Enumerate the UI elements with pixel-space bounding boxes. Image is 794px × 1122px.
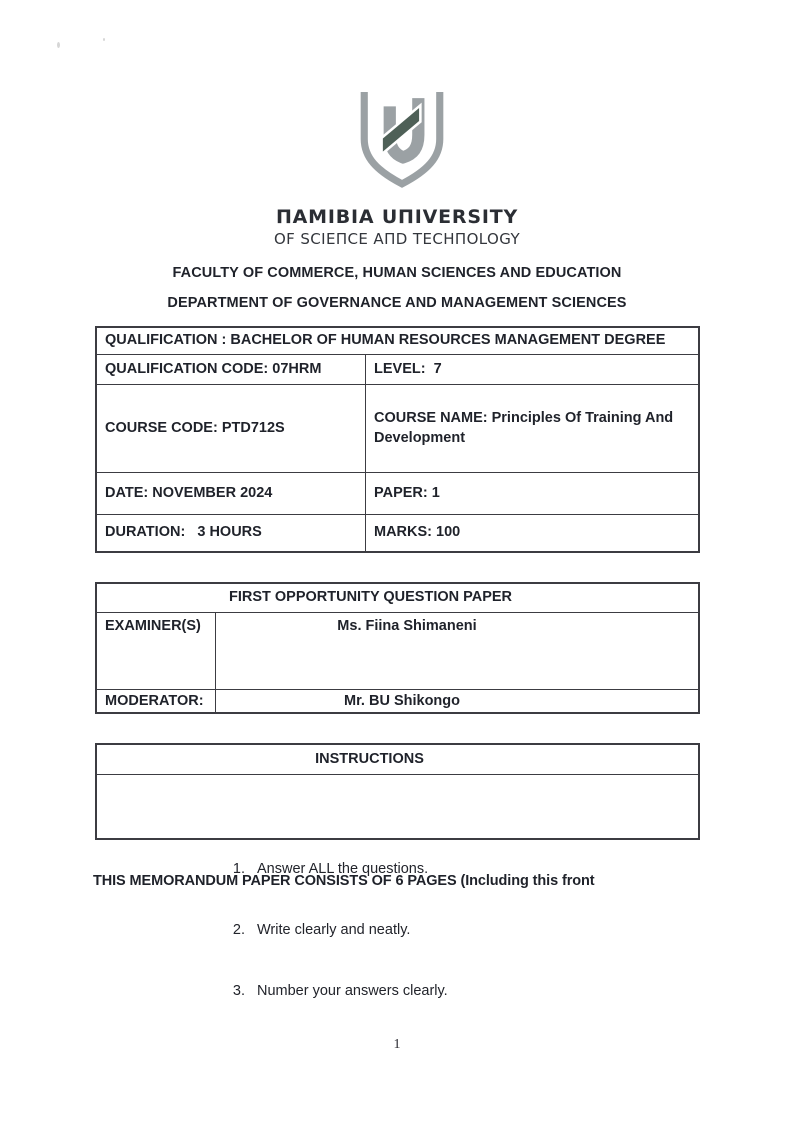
qualification-cell: QUALIFICATION : BACHELOR OF HUMAN RESOURCES MANAGEMENT DEGREE bbox=[105, 332, 666, 349]
level-cell: LEVEL: 7 bbox=[365, 354, 698, 384]
course-name-cell bbox=[365, 384, 698, 472]
scan-speck bbox=[103, 38, 105, 41]
memo-page-count-note: THIS MEMORANDUM PAPER CONSISTS OF 6 PAGES (Including this front bbox=[93, 873, 595, 889]
instruction-item: 1. Answer ALL the questions. bbox=[249, 859, 698, 881]
course-info-table bbox=[95, 326, 700, 553]
page-number: 1 bbox=[393, 1037, 401, 1052]
exam-paper-table bbox=[95, 582, 700, 714]
marks-cell: MARKS: 100 bbox=[365, 514, 698, 551]
instructions-body bbox=[97, 774, 698, 1080]
course-name-line1: COURSE NAME: Principles Of Training And bbox=[374, 409, 674, 426]
course-name-line2: Development bbox=[374, 429, 466, 446]
university-wordmark: ΠAMIBIA UΠIVERSITY bbox=[275, 206, 519, 228]
examiner-label: EXAMINER(S) bbox=[97, 612, 215, 689]
instruction-item: 3. Number your answers clearly. bbox=[249, 981, 698, 1003]
examiner-name: Ms. Fiina Shimaneni bbox=[215, 612, 698, 689]
instructions-title: INSTRUCTIONS bbox=[315, 750, 424, 767]
instruction-item: 2. Write clearly and neatly. bbox=[249, 920, 698, 942]
moderator-name: Mr. BU Shikongo bbox=[215, 689, 698, 714]
qualification-code-cell: QUALIFICATION CODE: 07HRM bbox=[97, 354, 365, 384]
exam-paper-title: FIRST OPPORTUNITY QUESTION PAPER bbox=[228, 589, 513, 606]
nust-shield-logo-icon bbox=[356, 90, 448, 190]
paper-cell: PAPER: 1 bbox=[365, 472, 698, 514]
instructions-list bbox=[97, 820, 698, 1041]
department-heading: DEPARTMENT OF GOVERNANCE AND MANAGEMENT SCIENCES bbox=[167, 295, 627, 311]
scan-speck bbox=[57, 42, 60, 48]
moderator-label: MODERATOR: bbox=[97, 689, 215, 714]
date-cell: DATE: NOVEMBER 2024 bbox=[97, 472, 365, 514]
course-code-cell: COURSE CODE: PTD712S bbox=[97, 384, 365, 472]
duration-cell: DURATION: 3 HOURS bbox=[97, 514, 365, 551]
university-wordmark-tagline: OF SCIEΠCE AΠD TECHΠOLOGY bbox=[273, 230, 521, 248]
faculty-heading: FACULTY OF COMMERCE, HUMAN SCIENCES AND EDUCATION bbox=[172, 265, 622, 281]
